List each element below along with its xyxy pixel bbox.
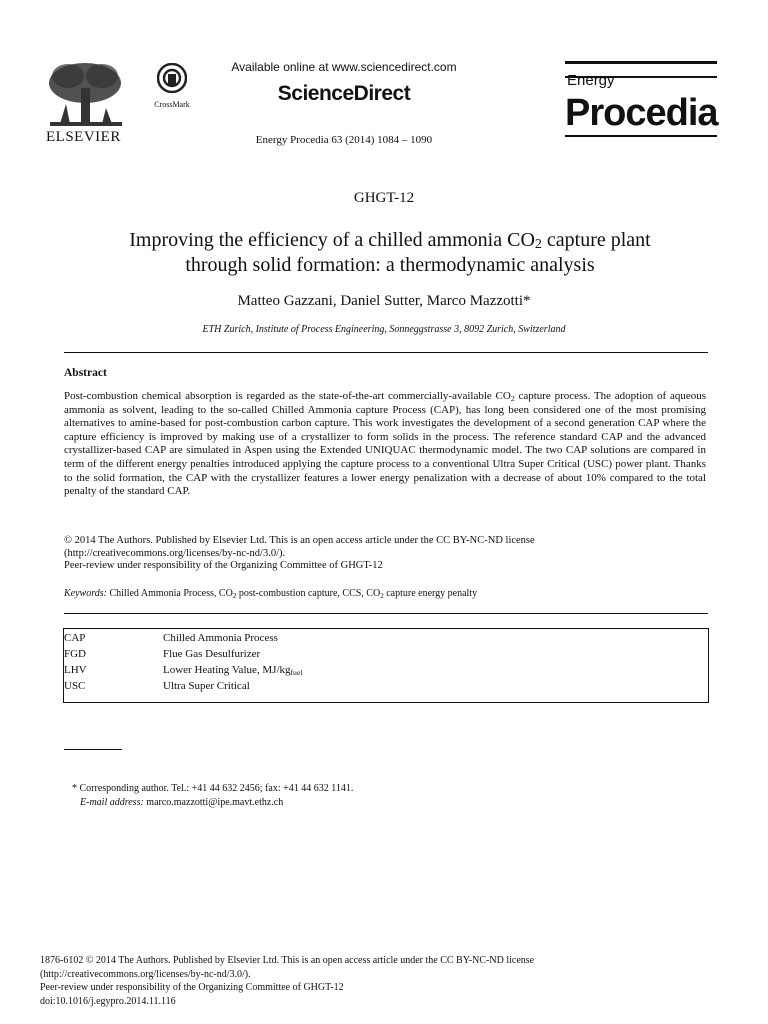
copyright-line: © 2014 The Authors. Published by Elsevier Ltd. This is an open access article under the CC BY-NC-ND license — [64, 535, 535, 546]
email-note — [80, 797, 283, 808]
journal-logo-rule-bottom — [565, 135, 717, 137]
keywords-text: capture energy penalty — [383, 588, 478, 599]
title-subscript: 2 — [534, 237, 542, 252]
conference-label: GHGT-12 — [353, 190, 415, 206]
paper-title — [60, 228, 720, 278]
peer-review-line: Peer-review under responsibility of the Organizing Committee of GHGT-12 — [64, 560, 383, 571]
nomenclature-def: Chilled Ammonia Process — [163, 632, 278, 644]
journal-reference: Energy Procedia 63 (2014) 1084 – 1090 — [255, 134, 433, 146]
crossmark-icon — [157, 63, 187, 93]
footnote-rule — [64, 749, 122, 750]
crossmark-badge[interactable] — [150, 63, 194, 109]
abstract-body — [64, 390, 706, 499]
email-label: E-mail address: — [80, 797, 144, 808]
license-link[interactable]: (http://creativecommons.org/licenses/by-nc-nd/3.0/). — [64, 547, 286, 559]
keywords-text: Chilled Ammonia Process, CO — [106, 588, 233, 599]
nomenclature-abbr: CAP — [64, 632, 86, 644]
author-list: Matteo Gazzani, Daniel Sutter, Marco Mazzotti* — [237, 293, 531, 309]
title-line1-text: Improving the efficiency of a chilled ammonia CO — [129, 229, 535, 251]
issn-peer-review: Peer-review under responsibility of the Organizing Committee of GHGT-12 — [40, 982, 344, 993]
abstract-text-start: Post-combustion chemical absorption is regarded as the state-of-the-art commercially-available CO — [64, 390, 511, 402]
section-divider-top — [64, 352, 708, 353]
section-divider-bottom — [64, 613, 708, 614]
title-line2: through solid formation: a thermodynamic analysis — [185, 254, 595, 276]
email-address[interactable]: marco.mazzotti@ipe.mavt.ethz.ch — [143, 797, 284, 808]
keywords-text: post-combustion capture, CCS, CO — [236, 588, 381, 599]
keywords-subscript: 2 — [380, 592, 384, 600]
issn-license-link[interactable]: (http://creativecommons.org/licenses/by-nc-nd/3.0/). — [40, 968, 251, 980]
nomenclature-def: Flue Gas Desulfurizer — [163, 648, 261, 660]
keywords — [64, 588, 706, 599]
nomenclature-table — [63, 628, 709, 703]
journal-logo-word-procedia: Procedia — [565, 92, 718, 134]
nomenclature-abbr: LHV — [64, 664, 87, 676]
issn-block — [40, 954, 740, 1008]
title-line1-end: capture plant — [541, 229, 651, 251]
abstract-text-rest: capture process. The adoption of aqueous ammonia as solvent, leading to the so-called Chilled Ammonia capture Process (CAP), has long been considered one of the most promising alternatives to amine-based for post-combustion carbon capture. This work investigates the development of a second generation CAP where the capture efficiency is improved by making use of a crystallizer to form solids in the process. The reference standard CAP and the advanced crystallizer-based CAP are simulated in Aspen using the Extended UNIQUAC thermodynamic model. The two CAP solutions are compared in term of the different energy penalties introduced applying the capture process to a conventional Ultra Super Critical (USC) power plant. Thanks to the solid formation, the CAP with the crystallizer features a lower energy penalization with a decrease of about 10% compared to the total penalty of the standard CAP. — [64, 390, 706, 498]
journal-logo-word-energy: Energy — [567, 72, 615, 89]
keywords-label: Keywords: — [64, 588, 107, 599]
nomenclature-abbr: FGD — [64, 648, 87, 660]
crossmark-label: CrossMark — [154, 100, 190, 109]
nomenclature-abbr: USC — [64, 680, 86, 692]
available-online-text: Available online at www.sciencedirect.com — [231, 60, 457, 74]
abstract-subscript: 2 — [510, 394, 515, 403]
sciencedirect-wordmark: ScienceDirect — [277, 82, 411, 105]
keywords-subscript: 2 — [232, 592, 237, 600]
affiliation: ETH Zurich, Institute of Process Engineering, Sonneggstrasse 3, 8092 Zurich, Switzerland — [202, 324, 566, 335]
abstract-heading: Abstract — [64, 367, 107, 379]
elsevier-wordmark: ELSEVIER — [46, 129, 121, 145]
issn-line: 1876-6102 © 2014 The Authors. Published by Elsevier Ltd. This is an open access article under the CC BY-NC-ND license — [40, 955, 535, 966]
nomenclature-def: Ultra Super Critical — [163, 680, 250, 692]
nomenclature-def — [163, 662, 302, 678]
copyright-notice — [64, 535, 706, 573]
nomenclature-subscript: fuel — [290, 668, 303, 677]
doi[interactable]: doi:10.1016/j.egypro.2014.11.116 — [40, 995, 176, 1007]
corresponding-author-note: * Corresponding author. Tel.: +41 44 632 2456; fax: +41 44 632 1141. — [72, 783, 354, 794]
nomenclature-def-text: Lower Heating Value, MJ/kg — [163, 664, 291, 676]
